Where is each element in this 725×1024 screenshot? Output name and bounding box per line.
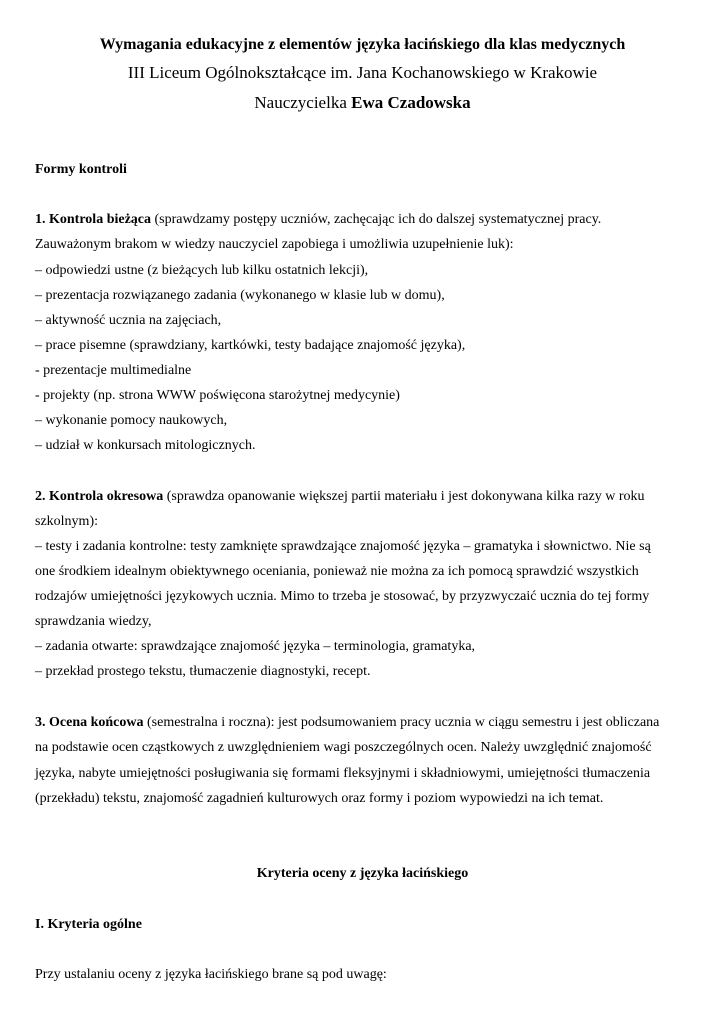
- paragraph-line: – zadania otwarte: sprawdzające znajomość języka – terminologia, gramatyka,: [35, 639, 476, 654]
- teacher-line: [0, 93, 725, 113]
- school-name: III Liceum Ogólnokształcące im. Jana Kochanowskiego w Krakowie: [127, 63, 598, 82]
- list-item: - projekty (np. strona WWW poświęcona starożytnej medycynie): [35, 388, 400, 403]
- final-grade-label: 3. Ocena końcowa: [35, 715, 144, 730]
- list-item: – prezentacja rozwiązanego zadania (wykonanego w klasie lub w domu),: [35, 288, 445, 303]
- current-control-intro: [35, 211, 601, 229]
- teacher-name: Ewa Czadowska: [351, 93, 471, 112]
- document-title: Wymagania edukacyjne z elementów języka łacińskiego dla klas medycznych: [99, 36, 626, 53]
- current-control-intro-text: (sprawdzamy postępy uczniów, zachęcając ich do dalszej systematycznej pracy.: [151, 212, 602, 227]
- periodic-control-intro: [35, 488, 645, 506]
- list-item: – aktywność ucznia na zajęciach,: [35, 313, 222, 328]
- list-item: – prace pisemne (sprawdziany, kartkówki, testy badające znajomość języka),: [35, 338, 466, 353]
- current-control-label: 1. Kontrola bieżąca: [35, 212, 152, 227]
- periodic-control-intro-text: (sprawdza opanowanie większej partii materiału i jest dokonywana kilka razy w roku: [163, 489, 645, 504]
- criteria-intro: Przy ustalaniu oceny z języka łacińskiego brane są pod uwagę:: [35, 967, 387, 982]
- list-item: – udział w konkursach mitologicznych.: [35, 438, 256, 453]
- forms-heading: Formy kontroli: [35, 162, 127, 177]
- list-item: – odpowiedzi ustne (z bieżących lub kilku ostatnich lekcji),: [35, 263, 369, 278]
- final-grade-intro: [35, 714, 659, 732]
- criteria-title: Kryteria oceny z języka łacińskiego: [256, 866, 469, 881]
- list-item: - prezentacje multimedialne: [35, 363, 192, 378]
- paragraph-line: na podstawie ocen cząstkowych z uwzględnieniem wagi poszczególnych ocen. Należy uwzględnić znajomość: [35, 740, 652, 755]
- list-item: – wykonanie pomocy naukowych,: [35, 413, 228, 428]
- periodic-control-label: 2. Kontrola okresowa: [35, 489, 164, 504]
- general-criteria-heading: I. Kryteria ogólne: [35, 917, 142, 932]
- paragraph-line: (przekładu) tekstu, znajomość zagadnień kulturowych oraz formy i poziom wypowiedzi na ich temat.: [35, 791, 604, 806]
- teacher-prefix: Nauczycielka: [254, 93, 352, 112]
- periodic-control-intro-line2: szkolnym):: [35, 514, 98, 529]
- paragraph-line: one środkiem idealnym obiektywnego oceniania, ponieważ nie można za ich pomocą sprawdzić wszystkich: [35, 564, 639, 579]
- paragraph-line: rodzajów umiejętności językowych ucznia. Mimo to trzeba je stosować, by przyzwyczaić ucznia do tej formy: [35, 589, 650, 604]
- final-grade-intro-text: (semestralna i roczna): jest podsumowaniem pracy ucznia w ciągu semestru i jest obliczana: [143, 715, 660, 730]
- current-control-intro-line2: Zauważonym brakom w wiedzy nauczyciel zapobiega i umożliwia uzupełnienie luk):: [35, 237, 514, 252]
- paragraph-line: języka, nabyte umiejętności posługiwania się formami fleksyjnymi i składniowymi, umiejętności tłumaczenia: [35, 766, 651, 781]
- paragraph-line: sprawdzania wiedzy,: [35, 614, 152, 629]
- paragraph-line: – przekład prostego tekstu, tłumaczenie diagnostyki, recept.: [35, 664, 371, 679]
- paragraph-line: – testy i zadania kontrolne: testy zamknięte sprawdzające znajomość języka – gramatyka i słownictwo. Nie są: [35, 539, 651, 554]
